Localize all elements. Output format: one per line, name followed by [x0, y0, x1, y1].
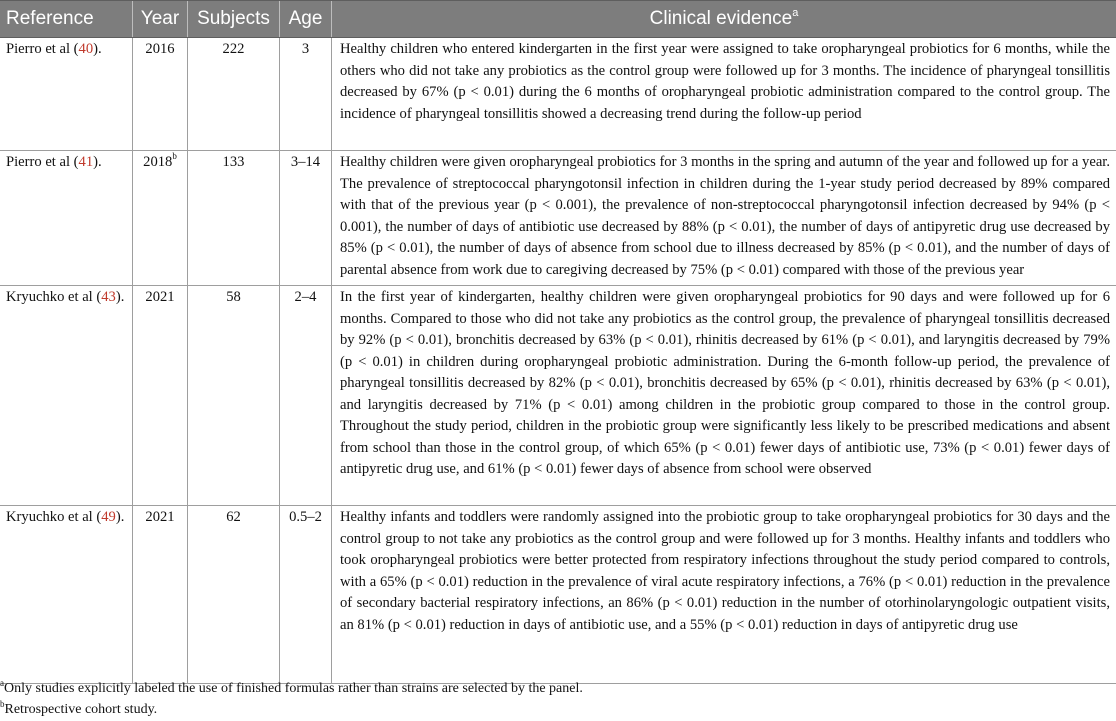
cell-evidence: In the first year of kindergarten, healthy children were given oropharyngeal probiotics for 90 days and were followed up for 6 months. Compared to those who did not take any probiotics as the control group, the prevalence of pharyngeal tonsillitis decreased by 92% (p < 0.01), bronchitis decreased by 63% (p < 0.01), rhinitis decreased by 61% (p < 0.01), and laryngitis decreased by 79% (p < 0.01) in children during oropharyngeal probiotic administration. During the 6-month follow-up period, the prevalence of pharyngeal tonsillitis decreased by 82% (p < 0.01), bronchitis decreased by 65% (p < 0.01), rhinitis decreased by 63% (p < 0.01), and laryngitis decreased by 71% (p < 0.01) among children in the probiotic group compared to those in the control group. Throughout the study period, children in the probiotic group were significantly less likely to be prescribed medications and absent from school than those in the control group, of which 65% (p < 0.01) fewer days of antibiotic use, 73% (p < 0.01) fewer days of antipyretic drug use, and 61% (p < 0.01) fewer days of absence from school were observed [340, 289, 1110, 477]
year-value: 2018 [143, 154, 173, 170]
reference-suffix: ). [115, 289, 125, 305]
cell-year [133, 151, 188, 285]
cell-subjects: 222 [188, 38, 280, 150]
footnote-text: Only studies explicitly labeled the use of finished formulas rather than strains are selected by the panel. [4, 681, 583, 696]
cell-subjects: 58 [188, 286, 280, 505]
footnote-mark: a [0, 678, 4, 688]
reference-text: Pierro et al ( [6, 154, 79, 170]
cell-age: 2–4 [280, 286, 332, 505]
table-header [0, 0, 1116, 38]
table-row [0, 38, 1116, 151]
table-row [0, 151, 1116, 286]
citation-link[interactable]: 40 [78, 41, 94, 57]
cell-year [133, 286, 188, 505]
cell-year [133, 38, 188, 150]
cell-subjects: 133 [188, 151, 280, 285]
year-footnote-mark: b [172, 151, 177, 161]
citation-link[interactable]: 43 [101, 289, 116, 305]
reference-text: Kryuchko et al ( [6, 289, 102, 305]
year-value: 2021 [145, 509, 175, 525]
cell-reference [0, 38, 133, 150]
reference-suffix: ). [115, 509, 125, 525]
header-footnote-mark: a [792, 7, 799, 19]
reference-suffix: ). [93, 154, 102, 170]
cell-reference [0, 506, 133, 683]
cell-age: 3 [280, 38, 332, 150]
table-row [0, 506, 1116, 684]
year-value: 2021 [145, 289, 175, 305]
header-clinical-evidence-label: Clinical evidence [649, 8, 793, 29]
header-age: Age [280, 1, 332, 37]
cell-age: 0.5–2 [280, 506, 332, 683]
citation-link[interactable]: 41 [78, 154, 94, 170]
header-subjects: Subjects [188, 1, 280, 37]
footnote-a [0, 678, 583, 697]
cell-reference [0, 286, 133, 505]
footnote-b [0, 699, 158, 718]
cell-subjects: 62 [188, 506, 280, 683]
reference-text: Kryuchko et al ( [6, 509, 102, 525]
footnote-text: Retrospective cohort study. [4, 702, 158, 717]
footnote-mark: b [0, 699, 5, 709]
reference-text: Pierro et al ( [6, 41, 79, 57]
cell-year [133, 506, 188, 683]
cell-age: 3–14 [280, 151, 332, 285]
cell-evidence: Healthy children who entered kindergarten in the first year were assigned to take oropharyngeal probiotics for 6 months, while the others who did not take any probiotics as the control group were followed up for 3 months. The incidence of pharyngeal tonsillitis decreased by 67% (p < 0.01) during the 6 months of oropharyngeal probiotic administration compared to the control group. The incidence of pharyngeal tonsillitis showed a decreasing trend during the follow-up period [340, 41, 1110, 122]
year-value: 2016 [145, 41, 175, 57]
header-year: Year [133, 1, 188, 37]
header-reference: Reference [0, 1, 133, 37]
table-row [0, 286, 1116, 506]
citation-link[interactable]: 49 [101, 509, 116, 525]
cell-evidence: Healthy infants and toddlers were randomly assigned into the probiotic group to take oropharyngeal probiotics for 30 days and the control group to not take any probiotics as the control group and were followed up for 3 months. Healthy infants and toddlers who took oropharyngeal probiotics were better protected from respiratory infections throughout the study period compared to controls, with a 65% (p < 0.01) reduction in the prevalence of viral acute respiratory infections, a 76% (p < 0.01) reduction in the prevalence of secondary bacterial respiratory infections, an 86% (p < 0.01) reduction in the number of otorhinolaryngologic outpatient visits, an 81% (p < 0.01) reduction in days of antibiotic use, and a 55% (p < 0.01) reduction in days of antipyretic drug use [340, 509, 1110, 633]
reference-suffix: ). [93, 41, 102, 57]
cell-reference [0, 151, 133, 285]
header-clinical-evidence [332, 1, 1116, 37]
cell-evidence: Healthy children were given oropharyngeal probiotics for 3 months in the spring and autumn of the year and followed up for a year. The prevalence of streptococcal pharyngotonsil infection in children during the 1-year study period decreased by 89% compared with that of the previous year (p < 0.001), the prevalence of non-streptococcal pharyngotonsil infection decreased by 94% (p < 0.001), the number of days of antibiotic use decreased by 88% (p < 0.01), the number of days of antipyretic drug use decreased by 85% (p < 0.01), the number of days of absence from school due to illness decreased by 85% (p < 0.01), and the number of days of parental absence from work due to caregiving decreased by 75% (p < 0.01) compared with those of the previous year [340, 154, 1110, 278]
